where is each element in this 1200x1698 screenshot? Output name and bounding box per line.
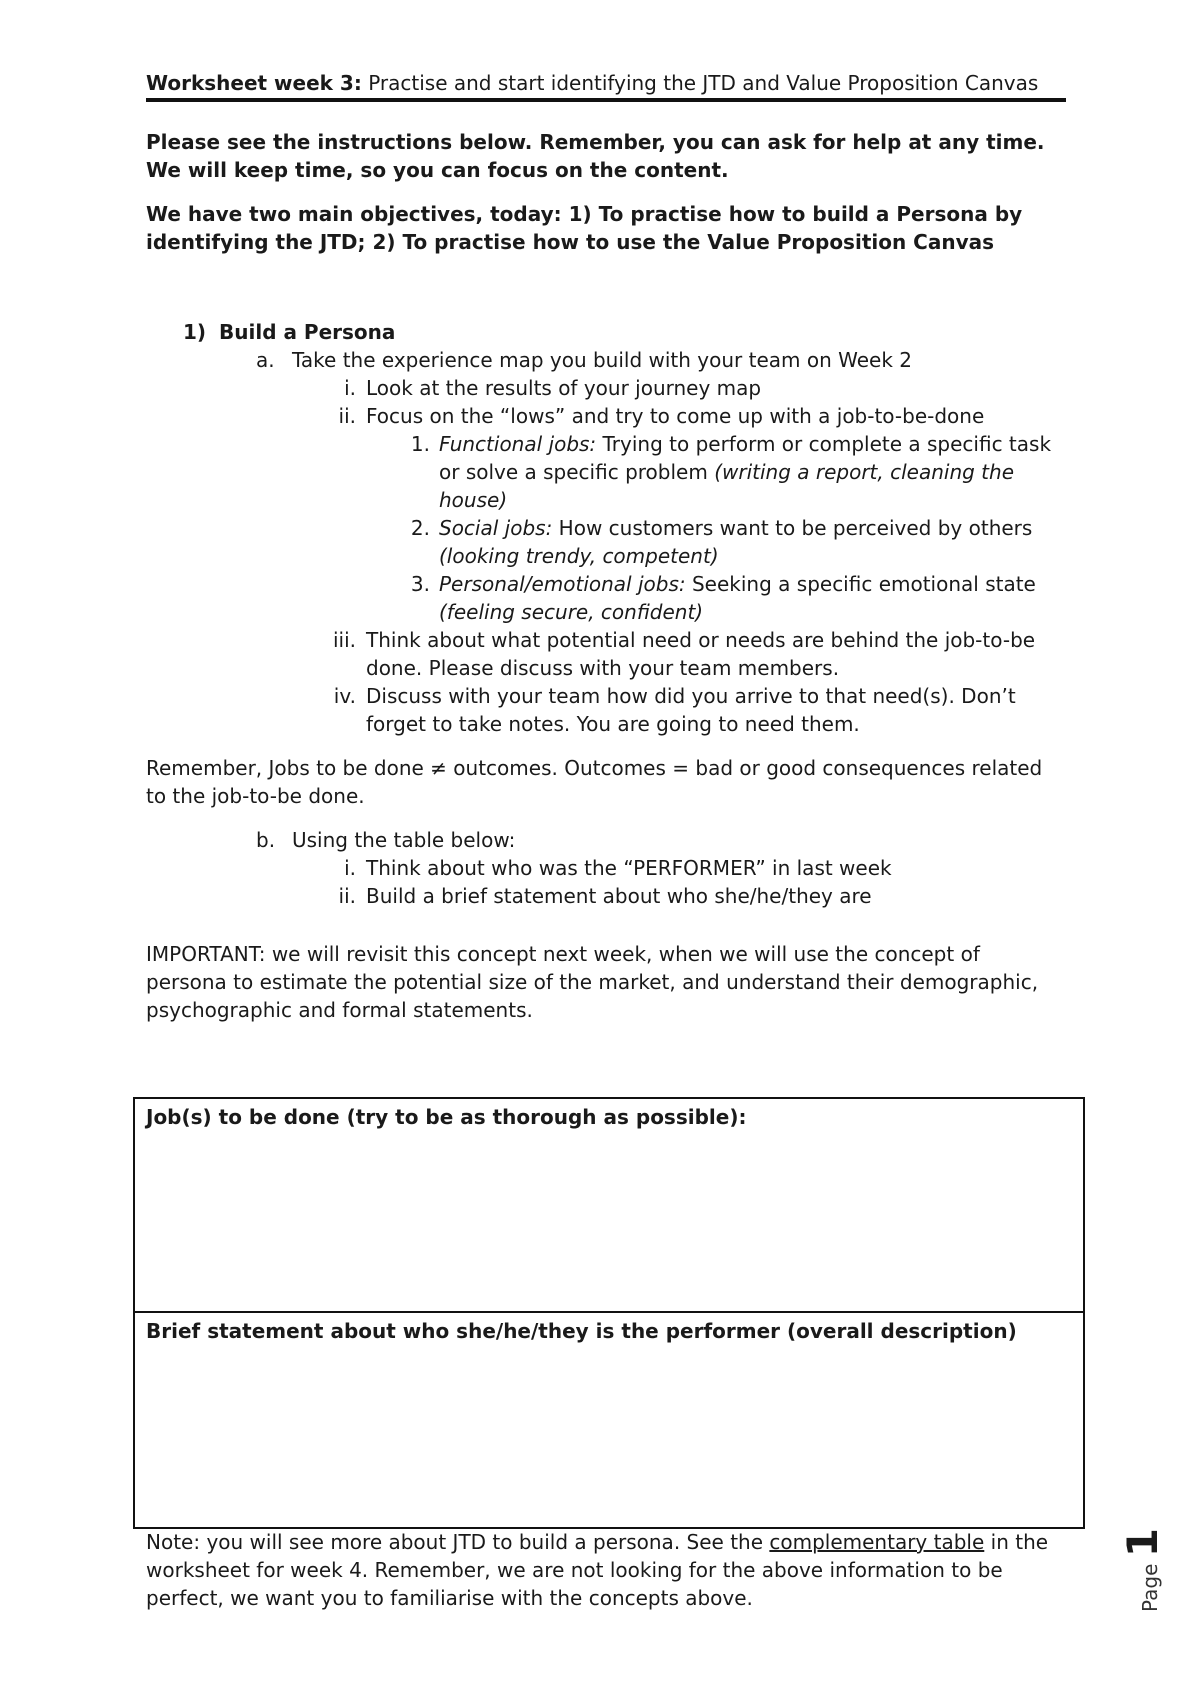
step-a-item: [146, 626, 1066, 682]
job-label: Personal/emotional jobs:: [439, 572, 686, 596]
instruction-list: [146, 318, 1066, 738]
item-marker: ii.: [338, 884, 356, 908]
job-type-item: [146, 430, 1066, 514]
remember-paragraph: Remember, Jobs to be done ≠ outcomes. Outcomes = bad or good consequences related to the job-to-be done.: [146, 756, 1043, 808]
note-before: Note: you will see more about JTD to build a persona. See the: [146, 1530, 770, 1554]
item-text: Look at the results of your journey map: [366, 376, 762, 400]
step-a: [146, 346, 1066, 374]
section-build-persona: [146, 318, 1066, 346]
item-marker: iv.: [333, 684, 356, 708]
step-a-item: [146, 402, 1066, 430]
section-marker: 1): [183, 320, 207, 344]
header-bold: Worksheet week 3:: [146, 71, 362, 95]
note-after: in the worksheet for week 4. Remember, we are not looking for the above information to be perfect, we want you to familiarise with the concepts above.: [146, 1530, 1049, 1610]
important-paragraph: IMPORTANT: we will revisit this concept next week, when we will use the concept of persona to estimate the potential size of the market, and understand their demographic, psychographic and formal statements.: [146, 942, 1039, 1022]
performer-statement-cell[interactable]: [135, 1313, 1083, 1527]
step-a-item: [146, 682, 1066, 738]
step-b: [146, 826, 1066, 854]
page-word: Page: [1138, 1563, 1162, 1612]
item-marker: iii.: [332, 628, 356, 652]
step-b-list: [146, 826, 1066, 910]
jobs-to-be-done-label: Job(s) to be done (try to be as thorough as possible):: [146, 1105, 747, 1129]
item-marker: ii.: [338, 404, 356, 428]
intro-paragraph-2: We have two main objectives, today: 1) To practise how to build a Persona by identifying the JTD; 2) To practise how to use the Value Proposition Canvas: [146, 202, 1023, 254]
item-text: Think about what potential need or needs are behind the job-to-be done. Please discuss with your team members.: [366, 628, 1036, 680]
step-b-marker: b.: [256, 828, 276, 852]
item-marker: i.: [344, 376, 356, 400]
item-text: Build a brief statement about who she/he/they are: [366, 884, 872, 908]
step-a-text: Take the experience map you build with your team on Week 2: [292, 348, 913, 372]
job-example: (feeling secure, confident): [439, 600, 704, 624]
intro-paragraph-1: Please see the instructions below. Remember, you can ask for help at any time. We will keep time, so you can focus on the content.: [146, 130, 1045, 182]
job-text: How customers want to be perceived by others: [552, 516, 1033, 540]
step-b-item: [146, 882, 1066, 910]
section-title: Build a Persona: [219, 320, 396, 344]
item-marker: i.: [344, 856, 356, 880]
job-example: (looking trendy, competent): [439, 544, 719, 568]
page-number-marker: [1118, 1520, 1178, 1612]
item-text: Discuss with your team how did you arrive to that need(s). Don’t forget to take notes. You are going to need them.: [366, 684, 1016, 736]
job-type-item: [146, 514, 1066, 570]
job-label: Functional jobs:: [439, 432, 597, 456]
item-text: Focus on the “lows” and try to come up with a job-to-be-done: [366, 404, 985, 428]
jobs-to-be-done-cell[interactable]: [135, 1099, 1083, 1313]
page-number: 1: [1118, 1527, 1167, 1558]
worksheet-header: [146, 70, 1066, 102]
job-marker: 1.: [410, 432, 430, 456]
worksheet-page: [146, 70, 1066, 1024]
job-marker: 3.: [410, 572, 430, 596]
job-marker: 2.: [410, 516, 430, 540]
step-b-item: [146, 854, 1066, 882]
job-type-item: [146, 570, 1066, 626]
step-b-text: Using the table below:: [292, 828, 516, 852]
job-text: Seeking a specific emotional state: [685, 572, 1036, 596]
step-a-marker: a.: [256, 348, 275, 372]
note-paragraph: [146, 1528, 1066, 1612]
job-text: Trying to perform or complete a specific task or solve a specific problem: [439, 432, 1052, 484]
job-label: Social jobs:: [439, 516, 553, 540]
header-text: Practise and start identifying the JTD and Value Proposition Canvas: [361, 71, 1039, 95]
persona-table: [133, 1097, 1085, 1529]
complementary-table-link[interactable]: complementary table: [769, 1530, 985, 1554]
item-text: Think about who was the “PERFORMER” in last week: [366, 856, 892, 880]
job-example: (writing a report, cleaning the house): [439, 460, 1015, 512]
performer-statement-label: Brief statement about who she/he/they is the performer (overall description): [146, 1319, 1017, 1343]
step-a-item: [146, 374, 1066, 402]
